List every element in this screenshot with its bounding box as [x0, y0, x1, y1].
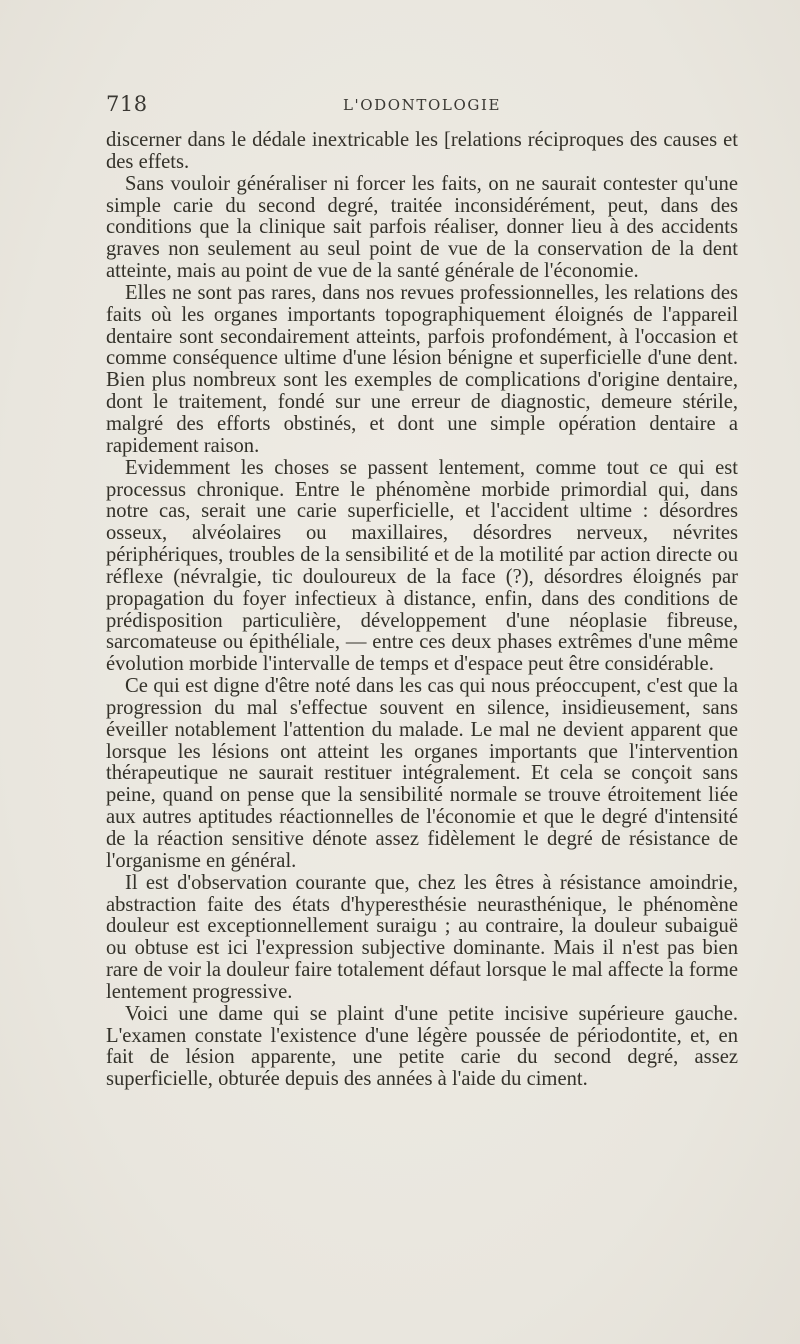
- paragraph: Evidemment les choses se passent lentement, comme tout ce qui est processus chronique. Entre le phénomène morbide primordial qui, dans notre cas, serait une carie superficielle, et l'accident ultime : désordres osseux, alvéolaires ou maxillaires, désordres nerveux, névrites périphériques, troubles de la sensibilité et de la motilité par action directe ou réflexe (névralgie, tic douloureux de la face (?), désordres éloignés par propagation du foyer infectieux à distance, enfin, dans des conditions de prédisposition particulière, développement d'une néoplasie fibreuse, sarcomateuse ou épithéliale, — entre ces deux phases extrêmes d'une même évolution morbide l'intervalle de temps et d'espace peut être considérable.: [106, 456, 738, 676]
- paragraph: discerner dans le dédale inextricable les [relations réciproques des causes et des effets.: [106, 129, 738, 173]
- running-title: L'ODONTOLOGIE: [342, 96, 502, 114]
- paragraph: Ce qui est digne d'être noté dans les cas qui nous préoccupent, c'est que la progression du mal s'effectue souvent en silence, insidieusement, sans éveiller notablement l'attention du malade. Le mal ne devient apparent que lorsque les lésions ont atteint les organes importants que l'intervention thérapeutique ne saurait restituer intégralement. Et cela se conçoit sans peine, quand on pense que la sensibilité normale se trouve étroitement liée aux autres aptitudes réactionnelles de l'économie et que le degré d'intensité de la réaction sensitive dénote assez fidèlement le degré de résistance de l'organisme en général.: [106, 675, 738, 872]
- page-number: 718: [106, 92, 148, 116]
- paragraph: Voici une dame qui se plaint d'une petite incisive supérieure gauche. L'examen constate l'existence d'une légère poussée de périodontite, et, en fait de lésion apparente, une petite carie du second degré, assez superficielle, obturée depuis des années à l'aide du ciment.: [106, 1002, 738, 1091]
- paragraph: Sans vouloir généraliser ni forcer les faits, on ne saurait contester qu'une simple carie du second degré, traitée inconsidérément, peut, dans des conditions que la clinique sait parfois réaliser, donner lieu à des accidents graves non seulement au seul point de vue de la conservation de la dent atteinte, mais au point de vue de la santé générale de l'économie.: [106, 172, 738, 283]
- paragraph: Elles ne sont pas rares, dans nos revues professionnelles, les relations des faits où les organes importants topographiquement éloignés de l'appareil dentaire sont secondairement atteints, parfois profondément, à l'occasion et comme conséquence ultime d'une lésion bénigne et superficielle d'une dent. Bien plus nombreux sont les exemples de complications d'origine dentaire, dont le traitement, fondé sur une erreur de diagnostic, demeure stérile, malgré des efforts obstinés, et dont une simple opération dentaire a rapidement raison.: [106, 281, 738, 457]
- running-head: [106, 92, 738, 122]
- body-text: [106, 130, 738, 1091]
- paragraph: Il est d'observation courante que, chez les êtres à résistance amoindrie, abstraction faite des états d'hyperesthésie neurasthénique, le phénomène douleur est exceptionnellement suraigu ; au contraire, la douleur subaiguë ou obtuse est ici l'expression subjective dominante. Mais il n'est pas bien rare de voir la douleur faire totalement défaut lorsque le mal affecte la forme lentement progressive.: [106, 871, 738, 1003]
